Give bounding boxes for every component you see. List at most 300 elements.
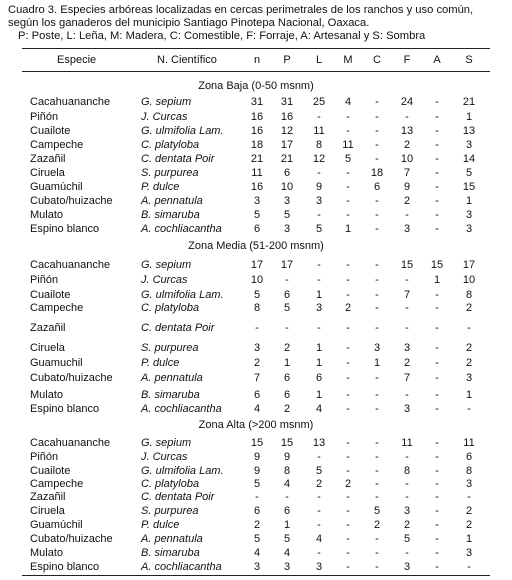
scientific-name: J. Curcas: [141, 274, 188, 286]
count-n: 31: [250, 96, 264, 108]
species-name: Mulato: [30, 547, 64, 559]
use-forraje: 3: [403, 223, 411, 235]
species-name: Campeche: [30, 478, 84, 490]
table-row: [0, 273, 512, 287]
scientific-name: A. cochliacantha: [141, 561, 222, 573]
use-artesanal: -: [435, 139, 439, 151]
use-forraje: 8: [403, 465, 411, 477]
use-poste: 5: [283, 533, 291, 545]
count-n: 3: [253, 342, 261, 354]
count-n: 6: [253, 223, 261, 235]
use-lena: 8: [315, 139, 323, 151]
scientific-name: A. cochliacantha: [141, 403, 222, 415]
use-madera: -: [346, 451, 350, 463]
species-name: Espino blanco: [30, 561, 100, 573]
use-sombra: 13: [462, 125, 476, 137]
use-forraje: 2: [403, 195, 411, 207]
species-name: Cuailote: [30, 125, 71, 137]
use-madera: 2: [344, 302, 352, 314]
use-lena: 12: [312, 153, 326, 165]
use-artesanal: -: [435, 547, 439, 559]
use-poste: 16: [280, 111, 294, 123]
use-lena: 1: [315, 342, 323, 354]
col-header-s: S: [465, 54, 473, 66]
use-lena: -: [317, 274, 321, 286]
use-comestible: -: [375, 533, 379, 545]
count-n: 2: [253, 357, 261, 369]
count-n: 3: [253, 561, 261, 573]
use-sombra: 3: [465, 372, 473, 384]
use-artesanal: -: [435, 223, 439, 235]
use-lena: 25: [312, 96, 326, 108]
table-row: [0, 504, 512, 518]
use-comestible: -: [375, 372, 379, 384]
count-n: 16: [250, 181, 264, 193]
use-poste: 3: [283, 561, 291, 573]
table-row: [0, 301, 512, 315]
use-madera: -: [346, 342, 350, 354]
zone-title: Zona Baja (0-50 msnm): [198, 80, 314, 92]
scientific-name: G. sepium: [141, 96, 192, 108]
count-n: 5: [253, 289, 261, 301]
use-sombra: 3: [465, 223, 473, 235]
use-madera: -: [346, 167, 350, 179]
use-artesanal: -: [435, 478, 439, 490]
use-madera: -: [346, 403, 350, 415]
species-name: Mulato: [30, 209, 64, 221]
table-row: [0, 450, 512, 464]
use-poste: 1: [283, 357, 291, 369]
table-row: [0, 124, 512, 138]
use-sombra: 2: [465, 342, 473, 354]
count-n: 8: [253, 302, 261, 314]
table-row: [0, 166, 512, 180]
use-comestible: -: [375, 125, 379, 137]
count-n: 10: [250, 274, 264, 286]
species-name: Cuailote: [30, 465, 71, 477]
use-lena: 6: [315, 372, 323, 384]
use-madera: -: [346, 195, 350, 207]
use-lena: 3: [315, 195, 323, 207]
use-lena: 11: [313, 125, 325, 137]
use-sombra: 6: [465, 451, 473, 463]
species-name: Campeche: [30, 139, 84, 151]
use-madera: -: [346, 259, 350, 271]
count-n: 17: [250, 259, 264, 271]
use-comestible: -: [375, 209, 379, 221]
count-n: 21: [250, 153, 264, 165]
use-forraje: -: [405, 274, 409, 286]
use-forraje: -: [405, 491, 409, 503]
count-n: -: [255, 491, 259, 503]
species-name: Piñón: [30, 451, 59, 463]
use-forraje: 7: [403, 372, 411, 384]
table-row: [0, 95, 512, 109]
use-poste: 15: [280, 437, 294, 449]
use-comestible: -: [375, 491, 379, 503]
use-madera: -: [346, 547, 350, 559]
species-name: Piñón: [30, 274, 59, 286]
use-artesanal: -: [435, 111, 439, 123]
count-n: 2: [253, 519, 261, 531]
use-sombra: 1: [465, 389, 473, 401]
scientific-name: S. purpurea: [141, 505, 199, 517]
use-artesanal: -: [435, 491, 439, 503]
use-poste: 8: [283, 465, 291, 477]
col-header-p: P: [283, 54, 291, 66]
scientific-name: G. ulmifolia Lam.: [141, 289, 224, 301]
use-madera: -: [346, 561, 350, 573]
table-row: [0, 532, 512, 546]
use-artesanal: -: [435, 181, 439, 193]
use-comestible: -: [375, 153, 379, 165]
table-row: [0, 222, 512, 236]
use-lena: -: [317, 259, 321, 271]
use-forraje: 2: [403, 139, 411, 151]
use-sombra: 2: [465, 505, 473, 517]
use-comestible: -: [375, 403, 379, 415]
species-name: Piñón: [30, 111, 59, 123]
use-lena: -: [317, 209, 321, 221]
scientific-name: G. sepium: [141, 259, 192, 271]
scientific-name: P. dulce: [141, 357, 180, 369]
use-lena: 9: [315, 181, 323, 193]
use-poste: 5: [283, 302, 291, 314]
use-poste: 3: [283, 195, 291, 207]
use-forraje: -: [405, 209, 409, 221]
use-comestible: -: [375, 195, 379, 207]
use-madera: 2: [344, 478, 352, 490]
species-name: Espino blanco: [30, 403, 100, 415]
species-name: Guamuchil: [30, 357, 83, 369]
zone-title: Zona Media (51-200 msnm): [188, 240, 324, 252]
use-madera: -: [346, 125, 350, 137]
use-poste: 4: [283, 478, 291, 490]
use-artesanal: 1: [433, 274, 441, 286]
table-row: [0, 436, 512, 450]
use-lena: 5: [315, 223, 323, 235]
scientific-name: S. purpurea: [141, 167, 199, 179]
use-madera: 5: [344, 153, 352, 165]
species-name: Cubato/huizache: [30, 372, 113, 384]
use-comestible: 3: [373, 342, 381, 354]
use-artesanal: -: [435, 403, 439, 415]
use-comestible: -: [375, 259, 379, 271]
use-sombra: -: [467, 561, 471, 573]
use-forraje: 10: [400, 153, 414, 165]
use-lena: 3: [315, 561, 323, 573]
use-sombra: 3: [465, 547, 473, 559]
scientific-name: J. Curcas: [141, 451, 188, 463]
use-madera: 11: [342, 139, 354, 151]
scientific-name: G. sepium: [141, 437, 192, 449]
use-poste: 6: [283, 505, 291, 517]
use-comestible: -: [375, 96, 379, 108]
use-artesanal: -: [435, 372, 439, 384]
scientific-name: B. simaruba: [141, 209, 200, 221]
use-forraje: 7: [403, 167, 411, 179]
use-forraje: 3: [403, 561, 411, 573]
use-madera: -: [346, 322, 350, 334]
table-top-rule: [22, 48, 490, 49]
use-lena: -: [317, 547, 321, 559]
use-poste: -: [285, 322, 289, 334]
use-sombra: 5: [465, 167, 473, 179]
use-lena: 5: [315, 465, 323, 477]
table-row: [0, 388, 512, 402]
use-poste: 6: [283, 372, 291, 384]
use-poste: -: [285, 491, 289, 503]
use-forraje: 15: [400, 259, 414, 271]
use-lena: 2: [315, 478, 323, 490]
count-n: 3: [253, 195, 261, 207]
count-n: 5: [253, 209, 261, 221]
use-sombra: 21: [462, 96, 476, 108]
use-artesanal: -: [435, 96, 439, 108]
table-row: [0, 546, 512, 560]
use-lena: 1: [315, 289, 323, 301]
use-comestible: -: [375, 465, 379, 477]
caption-abbreviations: P: Poste, L: Leña, M: Madera, C: Comestible, F: Forraje, A: Artesanal y S: Sombra: [18, 30, 426, 42]
caption-subtitle: según los ganaderos del municipio Santiago Pinotepa Nacional, Oaxaca.: [8, 17, 370, 29]
table-row: [0, 402, 512, 416]
use-artesanal: -: [435, 465, 439, 477]
count-n: 9: [253, 451, 261, 463]
use-poste: 10: [280, 181, 294, 193]
use-sombra: 8: [465, 465, 473, 477]
scientific-name: G. ulmifolia Lam.: [141, 465, 224, 477]
table-row: [0, 490, 512, 504]
use-lena: -: [317, 519, 321, 531]
use-madera: -: [346, 437, 350, 449]
use-madera: -: [346, 491, 350, 503]
use-poste: -: [285, 274, 289, 286]
use-sombra: 3: [465, 209, 473, 221]
use-comestible: 2: [373, 519, 381, 531]
use-comestible: 1: [373, 357, 381, 369]
count-n: 5: [253, 533, 261, 545]
scientific-name: P. dulce: [141, 519, 180, 531]
use-lena: -: [317, 322, 321, 334]
use-sombra: 15: [462, 181, 476, 193]
species-name: Cacahuananche: [30, 96, 111, 108]
use-comestible: -: [375, 389, 379, 401]
table-row: [0, 371, 512, 385]
col-header-especie: Especie: [57, 54, 97, 66]
col-header-cientifico: N. Científico: [157, 54, 217, 66]
use-artesanal: -: [435, 302, 439, 314]
use-artesanal: -: [435, 209, 439, 221]
use-comestible: -: [375, 451, 379, 463]
use-poste: 6: [283, 389, 291, 401]
use-sombra: -: [467, 491, 471, 503]
scientific-name: A. cochliacantha: [141, 223, 222, 235]
use-sombra: 3: [465, 478, 473, 490]
use-lena: -: [317, 167, 321, 179]
table-row: [0, 560, 512, 574]
use-artesanal: 15: [430, 259, 444, 271]
use-comestible: -: [375, 437, 379, 449]
use-artesanal: -: [435, 153, 439, 165]
use-forraje: -: [405, 322, 409, 334]
col-header-c: C: [373, 54, 381, 66]
col-header-m: M: [343, 54, 353, 66]
count-n: 4: [253, 547, 261, 559]
species-name: Zazañil: [30, 322, 66, 334]
species-name: Guamúchil: [30, 519, 83, 531]
use-poste: 17: [280, 259, 294, 271]
table-row: [0, 477, 512, 491]
use-forraje: 7: [403, 289, 411, 301]
use-madera: -: [346, 533, 350, 545]
table-bottom-rule: [22, 575, 490, 576]
use-poste: 3: [283, 223, 291, 235]
species-name: Ciruela: [30, 167, 65, 179]
use-poste: 9: [283, 451, 291, 463]
use-madera: -: [346, 389, 350, 401]
use-comestible: -: [375, 478, 379, 490]
use-sombra: 2: [465, 302, 473, 314]
use-comestible: -: [375, 139, 379, 151]
scientific-name: P. dulce: [141, 181, 180, 193]
use-forraje: -: [405, 547, 409, 559]
scientific-name: B. simaruba: [141, 389, 200, 401]
use-comestible: -: [375, 561, 379, 573]
scientific-name: A. pennatula: [141, 533, 203, 545]
use-forraje: 13: [400, 125, 414, 137]
scientific-name: S. purpurea: [141, 342, 199, 354]
count-n: 5: [253, 478, 261, 490]
use-lena: -: [317, 451, 321, 463]
use-sombra: 1: [465, 533, 473, 545]
use-sombra: 1: [465, 195, 473, 207]
count-n: 15: [250, 437, 264, 449]
species-name: Mulato: [30, 389, 64, 401]
table-row: [0, 258, 512, 272]
count-n: 16: [250, 125, 264, 137]
species-name: Campeche: [30, 302, 84, 314]
use-madera: -: [346, 209, 350, 221]
table-row: [0, 464, 512, 478]
scientific-name: A. pennatula: [141, 195, 203, 207]
use-lena: 4: [315, 403, 323, 415]
use-sombra: -: [467, 322, 471, 334]
count-n: 11: [251, 167, 263, 179]
col-header-l: L: [315, 54, 323, 66]
use-artesanal: -: [435, 167, 439, 179]
use-forraje: -: [405, 111, 409, 123]
use-sombra: 8: [465, 289, 473, 301]
use-lena: -: [317, 505, 321, 517]
use-forraje: 3: [403, 403, 411, 415]
table-row: [0, 152, 512, 166]
use-artesanal: -: [435, 533, 439, 545]
scientific-name: J. Curcas: [141, 111, 188, 123]
use-forraje: 3: [403, 342, 411, 354]
table-caption: [8, 4, 508, 43]
species-name: Cacahuananche: [30, 259, 111, 271]
use-lena: 1: [315, 357, 323, 369]
use-madera: -: [346, 519, 350, 531]
use-lena: 3: [315, 302, 323, 314]
use-sombra: 10: [462, 274, 476, 286]
scientific-name: C. dentata Poir: [141, 491, 215, 503]
use-forraje: 5: [403, 533, 411, 545]
table-row: [0, 341, 512, 355]
species-name: Cacahuananche: [30, 437, 111, 449]
use-lena: -: [317, 111, 321, 123]
use-poste: 5: [283, 209, 291, 221]
use-lena: 13: [312, 437, 326, 449]
scientific-name: C. dentata Poir: [141, 322, 215, 334]
use-poste: 17: [280, 139, 294, 151]
count-n: -: [255, 322, 259, 334]
use-artesanal: -: [435, 437, 439, 449]
table-header-rule: [22, 71, 490, 72]
table-row: [0, 138, 512, 152]
species-name: Zazañil: [30, 491, 66, 503]
scientific-name: C. platyloba: [141, 139, 200, 151]
caption-title: Cuadro 3. Especies arbóreas localizadas en cercas perimetrales de los ranchos y uso común,: [8, 4, 474, 16]
scientific-name: C. dentata Poir: [141, 153, 215, 165]
species-name: Cubato/huizache: [30, 533, 113, 545]
use-forraje: 9: [403, 181, 411, 193]
count-n: 16: [250, 111, 264, 123]
species-name: Zazañil: [30, 153, 66, 165]
use-comestible: -: [375, 111, 379, 123]
count-n: 7: [253, 372, 261, 384]
use-lena: -: [317, 491, 321, 503]
scientific-name: C. platyloba: [141, 478, 200, 490]
use-poste: 2: [283, 403, 291, 415]
count-n: 6: [253, 505, 261, 517]
use-madera: -: [346, 111, 350, 123]
use-sombra: 14: [462, 153, 476, 165]
use-sombra: 1: [465, 111, 473, 123]
use-artesanal: -: [435, 451, 439, 463]
count-n: 6: [253, 389, 261, 401]
use-lena: 1: [315, 389, 323, 401]
use-comestible: -: [375, 223, 379, 235]
count-n: 18: [250, 139, 264, 151]
count-n: 9: [253, 465, 261, 477]
use-sombra: 17: [462, 259, 476, 271]
table-header-row: [0, 53, 512, 67]
species-name: Ciruela: [30, 505, 65, 517]
use-comestible: 6: [373, 181, 381, 193]
use-lena: 4: [315, 533, 323, 545]
use-madera: 4: [344, 96, 352, 108]
use-artesanal: -: [435, 322, 439, 334]
use-sombra: 3: [465, 139, 473, 151]
use-artesanal: -: [435, 125, 439, 137]
use-poste: 2: [283, 342, 291, 354]
scientific-name: B. simaruba: [141, 547, 200, 559]
species-name: Guamúchil: [30, 181, 83, 193]
use-artesanal: -: [435, 561, 439, 573]
use-comestible: -: [375, 547, 379, 559]
use-poste: 6: [283, 289, 291, 301]
table-row: [0, 518, 512, 532]
use-comestible: -: [375, 289, 379, 301]
use-artesanal: -: [435, 342, 439, 354]
use-madera: 1: [344, 223, 352, 235]
col-header-a: A: [433, 54, 441, 66]
use-forraje: 3: [403, 505, 411, 517]
table-row: [0, 356, 512, 370]
table-row: [0, 110, 512, 124]
col-header-n: n: [253, 54, 261, 66]
